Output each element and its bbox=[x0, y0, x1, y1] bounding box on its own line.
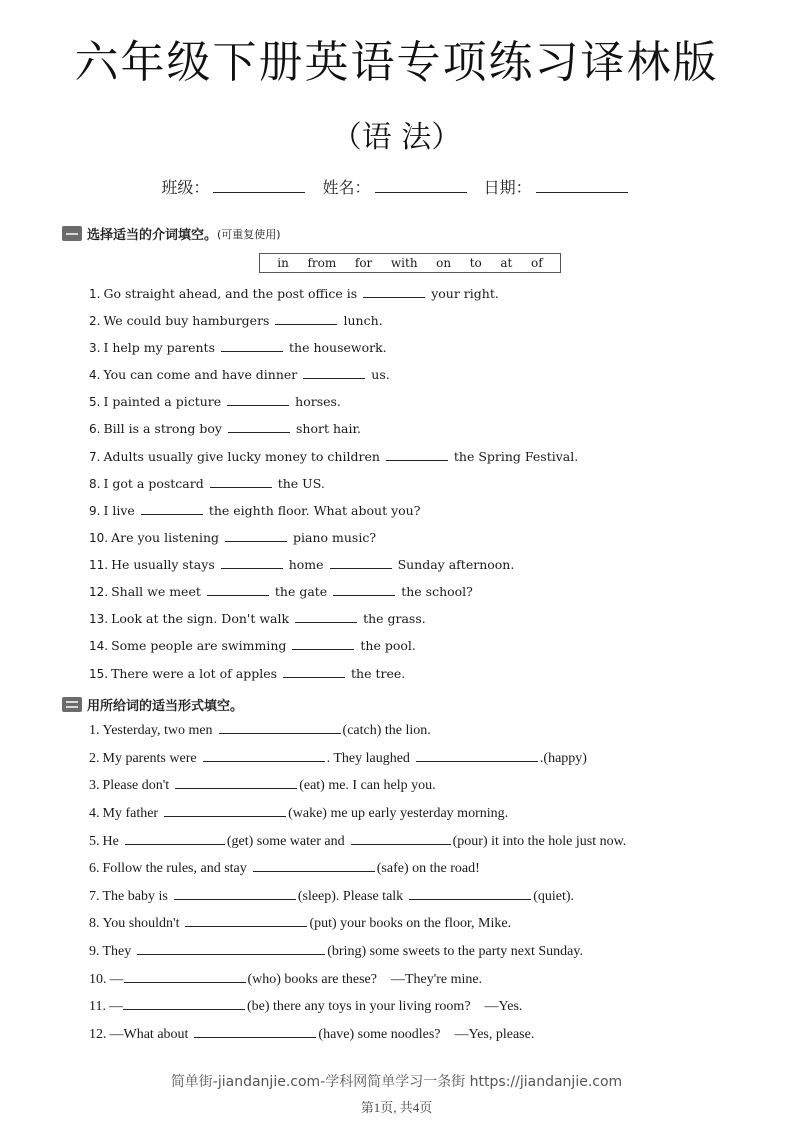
question-1-15 bbox=[89, 666, 405, 681]
question-1-1 bbox=[89, 286, 499, 301]
question-number: 9. bbox=[89, 944, 100, 959]
question-text: piano music? bbox=[293, 530, 377, 545]
name-label: 姓名： bbox=[322, 178, 371, 197]
word-bank-item: with bbox=[390, 256, 418, 270]
answer-blank[interactable] bbox=[227, 395, 289, 406]
answer-blank[interactable] bbox=[283, 667, 345, 678]
question-2-8 bbox=[89, 916, 511, 932]
question-text: horses. bbox=[295, 394, 341, 409]
question-text: the housework. bbox=[289, 340, 387, 355]
question-text: your right. bbox=[431, 286, 499, 301]
question-text: Adults usually give lucky money to children bbox=[103, 449, 380, 464]
question-number: 10. bbox=[89, 531, 109, 545]
question-number: 5. bbox=[89, 395, 101, 409]
word-bank-item: to bbox=[469, 256, 482, 270]
question-number: 6. bbox=[89, 422, 101, 436]
question-text: You shouldn't bbox=[102, 916, 180, 931]
word-bank-item: for bbox=[354, 256, 373, 270]
answer-blank[interactable] bbox=[123, 999, 245, 1010]
question-text: I live bbox=[103, 503, 135, 518]
question-number: 8. bbox=[89, 916, 100, 931]
answer-blank[interactable] bbox=[363, 287, 425, 298]
question-text: .(happy) bbox=[539, 751, 587, 766]
question-number: 4. bbox=[89, 806, 100, 821]
answer-blank[interactable] bbox=[351, 834, 451, 845]
question-2-6 bbox=[89, 861, 480, 877]
question-number: 7. bbox=[89, 450, 101, 464]
question-number: 3. bbox=[89, 341, 101, 355]
question-number: 8. bbox=[89, 477, 101, 491]
class-blank[interactable] bbox=[213, 178, 305, 193]
question-text: (get) some water and bbox=[226, 834, 345, 849]
question-number: 1. bbox=[89, 287, 101, 301]
question-text: (pour) it into the hole just now. bbox=[452, 834, 627, 849]
question-text: There were a lot of apples bbox=[111, 666, 278, 681]
question-1-2 bbox=[89, 313, 383, 328]
question-text: — bbox=[109, 972, 124, 987]
question-text: Follow the rules, and stay bbox=[102, 861, 247, 876]
question-2-7 bbox=[89, 889, 574, 905]
class-label: 班级： bbox=[161, 178, 210, 197]
answer-blank[interactable] bbox=[253, 861, 375, 872]
question-text: the US. bbox=[277, 476, 325, 491]
question-number: 4. bbox=[89, 368, 101, 382]
question-number: 2. bbox=[89, 751, 100, 766]
word-bank-item: from bbox=[307, 256, 337, 270]
answer-blank[interactable] bbox=[174, 889, 296, 900]
section-1-instruction: 选择适当的介词填空。 bbox=[87, 228, 218, 243]
answer-blank[interactable] bbox=[275, 314, 337, 325]
question-text: — bbox=[108, 999, 123, 1014]
answer-blank[interactable] bbox=[210, 477, 272, 488]
document-subtitle: （语 法） bbox=[331, 120, 462, 155]
name-field bbox=[322, 175, 470, 198]
question-2-12 bbox=[89, 1027, 534, 1043]
answer-blank[interactable] bbox=[409, 889, 531, 900]
question-text: My father bbox=[102, 806, 159, 821]
question-text: the pool. bbox=[360, 638, 416, 653]
question-1-3 bbox=[89, 340, 387, 355]
question-text: Look at the sign. Don't walk bbox=[111, 611, 290, 626]
question-number: 10. bbox=[89, 972, 107, 987]
question-number: 12. bbox=[89, 1027, 107, 1042]
question-text: lunch. bbox=[343, 313, 383, 328]
question-text: the eighth floor. What about you? bbox=[208, 503, 421, 518]
answer-blank[interactable] bbox=[221, 341, 283, 352]
question-2-9 bbox=[89, 944, 583, 960]
question-1-12 bbox=[89, 584, 473, 599]
question-number: 9. bbox=[89, 504, 101, 518]
question-text: —What about bbox=[109, 1027, 189, 1042]
date-field bbox=[484, 175, 632, 198]
question-text: us. bbox=[371, 367, 390, 382]
answer-blank[interactable] bbox=[333, 585, 395, 596]
question-text: (safe) on the road! bbox=[376, 861, 480, 876]
word-bank-item: on bbox=[436, 256, 452, 270]
question-number: 14. bbox=[89, 639, 109, 653]
answer-blank[interactable] bbox=[137, 944, 325, 955]
question-text: (eat) me. I can help you. bbox=[299, 778, 436, 793]
answer-blank[interactable] bbox=[219, 723, 341, 734]
question-number: 13. bbox=[89, 612, 109, 626]
question-text: Yesterday, two men bbox=[102, 723, 213, 738]
question-text: They bbox=[102, 944, 132, 959]
question-text: Please don't bbox=[102, 778, 170, 793]
question-1-13 bbox=[89, 611, 426, 626]
answer-blank[interactable] bbox=[203, 751, 325, 762]
watermark-text: 简单街-jiandanjie.com-学科网简单学习一条街 https://jiandanjie.com bbox=[170, 1074, 623, 1090]
question-1-4 bbox=[89, 367, 390, 382]
question-1-7 bbox=[89, 449, 578, 464]
section-2-heading bbox=[62, 695, 243, 714]
word-bank bbox=[259, 253, 561, 273]
question-text: Some people are swimming bbox=[111, 638, 287, 653]
question-text: (be) there any toys in your living room? —Yes. bbox=[246, 999, 523, 1014]
section-2-badge-icon bbox=[62, 697, 82, 712]
question-text: the gate bbox=[274, 584, 328, 599]
question-text: (put) your books on the floor, Mike. bbox=[309, 916, 512, 931]
question-text: I got a postcard bbox=[103, 476, 204, 491]
answer-blank[interactable] bbox=[194, 1027, 316, 1038]
question-number: 6. bbox=[89, 861, 100, 876]
question-text: You can come and have dinner bbox=[103, 367, 298, 382]
question-text: He bbox=[102, 834, 119, 849]
name-blank[interactable] bbox=[375, 178, 467, 193]
question-number: 2. bbox=[89, 314, 101, 328]
question-number: 7. bbox=[89, 889, 100, 904]
question-number: 3. bbox=[89, 778, 100, 793]
answer-blank[interactable] bbox=[221, 558, 283, 569]
question-text: . They laughed bbox=[326, 751, 410, 766]
answer-blank[interactable] bbox=[124, 972, 246, 983]
date-label: 日期： bbox=[483, 178, 532, 197]
section-1-heading bbox=[62, 224, 281, 243]
question-text: I help my parents bbox=[103, 340, 215, 355]
answer-blank[interactable] bbox=[416, 751, 538, 762]
question-text: the tree. bbox=[351, 666, 406, 681]
answer-blank[interactable] bbox=[125, 834, 225, 845]
question-1-10 bbox=[89, 530, 376, 545]
question-number: 15. bbox=[89, 667, 109, 681]
question-2-1 bbox=[89, 723, 431, 739]
answer-blank[interactable] bbox=[330, 558, 392, 569]
question-2-11 bbox=[89, 999, 522, 1015]
question-2-5 bbox=[89, 834, 626, 850]
question-text: Bill is a strong boy bbox=[103, 421, 222, 436]
answer-blank[interactable] bbox=[386, 450, 448, 461]
question-text: We could buy hamburgers bbox=[103, 313, 270, 328]
question-text: I painted a picture bbox=[103, 394, 222, 409]
question-text: Are you listening bbox=[111, 530, 220, 545]
answer-blank[interactable] bbox=[141, 504, 203, 515]
answer-blank[interactable] bbox=[228, 422, 290, 433]
question-1-9 bbox=[89, 503, 420, 518]
question-text: (who) books are these? —They're mine. bbox=[247, 972, 483, 987]
question-text: the Spring Festival. bbox=[453, 449, 579, 464]
class-field bbox=[161, 175, 309, 198]
question-text: My parents were bbox=[102, 751, 197, 766]
question-2-4 bbox=[89, 806, 508, 822]
answer-blank[interactable] bbox=[292, 639, 354, 650]
answer-blank[interactable] bbox=[303, 368, 365, 379]
question-text: home bbox=[288, 557, 324, 572]
document-title: 六年级下册英语专项练习译林版 bbox=[74, 37, 719, 88]
question-text: Sunday afternoon. bbox=[397, 557, 515, 572]
question-text: Shall we meet bbox=[111, 584, 201, 599]
question-number: 11. bbox=[89, 999, 106, 1014]
question-text: (quiet). bbox=[533, 889, 575, 904]
question-2-3 bbox=[89, 778, 436, 794]
student-info-line bbox=[0, 175, 793, 198]
word-bank-item: at bbox=[500, 256, 513, 270]
question-1-5 bbox=[89, 394, 341, 409]
question-text: (bring) some sweets to the party next Sunday. bbox=[327, 944, 583, 959]
word-bank-item: in bbox=[277, 256, 289, 270]
answer-blank[interactable] bbox=[185, 916, 307, 927]
question-text: (have) some noodles? —Yes, please. bbox=[318, 1027, 535, 1042]
answer-blank[interactable] bbox=[175, 778, 297, 789]
question-text: (catch) the lion. bbox=[342, 723, 431, 738]
date-blank[interactable] bbox=[536, 178, 628, 193]
question-1-14 bbox=[89, 638, 416, 653]
answer-blank[interactable] bbox=[225, 531, 287, 542]
answer-blank[interactable] bbox=[164, 806, 286, 817]
word-bank-item: of bbox=[530, 256, 543, 270]
question-number: 1. bbox=[89, 723, 100, 738]
question-text: (wake) me up early yesterday morning. bbox=[288, 806, 509, 821]
question-number: 11. bbox=[89, 558, 109, 572]
answer-blank[interactable] bbox=[295, 612, 357, 623]
question-text: The baby is bbox=[102, 889, 168, 904]
question-text: the school? bbox=[401, 584, 473, 599]
question-1-8 bbox=[89, 476, 325, 491]
question-1-6 bbox=[89, 421, 361, 436]
question-text: He usually stays bbox=[111, 557, 215, 572]
section-1-note: (可重复使用) bbox=[217, 227, 281, 241]
page-number: 第1页, 共4页 bbox=[360, 1100, 433, 1115]
question-text: Go straight ahead, and the post office is bbox=[103, 286, 358, 301]
question-2-10 bbox=[89, 972, 482, 988]
question-text: (sleep). Please talk bbox=[297, 889, 404, 904]
question-number: 12. bbox=[89, 585, 109, 599]
section-2-instruction: 用所给词的适当形式填空。 bbox=[87, 699, 244, 714]
question-text: the grass. bbox=[363, 611, 426, 626]
question-number: 5. bbox=[89, 834, 100, 849]
section-1-badge-icon bbox=[62, 226, 82, 241]
question-1-11 bbox=[89, 557, 514, 572]
question-2-2 bbox=[89, 751, 587, 767]
question-text: short hair. bbox=[295, 421, 362, 436]
answer-blank[interactable] bbox=[207, 585, 269, 596]
